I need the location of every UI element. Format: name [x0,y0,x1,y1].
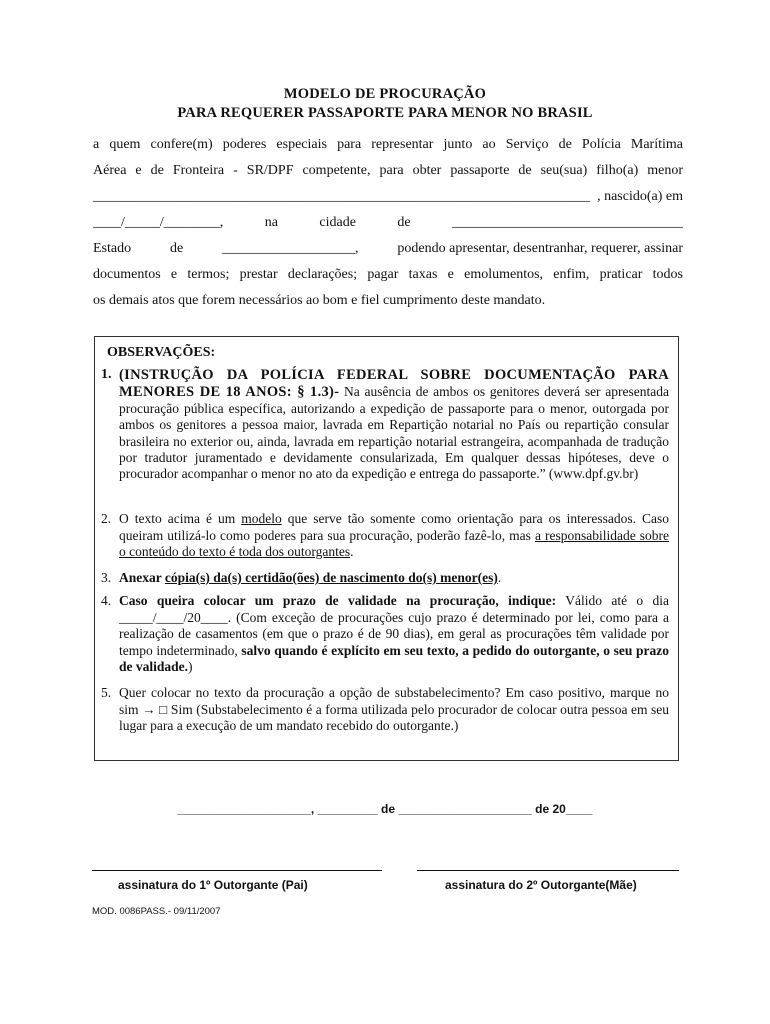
word-de: de [169,241,184,256]
item3-bold: Anexar [119,570,165,585]
item2-text-b: que serve tão somente como orientação para os interessados. Caso queiram utilizá-lo como poderes para sua procuração, poderão fazê-lo, mas [119,511,669,543]
item4-bold-text: salvo quando é explícito em seu texto, a pedido do outorgante, o seu prazo de validade. [119,642,670,674]
document-title: MODELO DE PROCURAÇÃO [283,86,487,102]
word-estado: Estado [93,241,132,256]
observations-title: OBSERVAÇÕES: [107,345,216,360]
item2-underline-modelo: modelo [241,511,282,526]
word-na: na [264,215,278,230]
intro-line-6: documentos e termos; prestar declarações; pagar taxas e emolumentos, enfim, praticar todos [93,267,683,282]
word-de: de [397,215,411,230]
intro-paragraph [93,132,683,314]
document-subtitle: PARA REQUERER PASSAPORTE PARA MENOR NO BRASIL [177,105,593,121]
item5-text: Quer colocar no texto da procuração a opção de substabelecimento? Em caso positivo, marque no sim → □ Sim (Substabelecimento é a forma utilizada pelo procurador de colocar outra pessoa em seu lugar para a execução de um mandato recebido do outorgante.) [119,685,669,733]
item3-end: . [497,570,502,585]
intro-line-5 [93,236,683,262]
item2-underline-responsibility: a responsabilidade sobre o conteúdo do texto é toda dos outorgantes [119,527,669,559]
item-number: 1. [101,367,112,382]
intro-line-4 [93,210,683,236]
state-blank[interactable]: ___________________, [222,241,359,256]
observation-item-3 [101,570,669,587]
item-number: 4. [101,593,112,608]
signature-label-mother: assinatura do 2º Outorgante(Mãe) [445,878,637,892]
item2-text-a: O texto acima é um [119,511,242,526]
intro-line-3 [93,184,683,210]
item1-text: Na ausência de ambos os genitores deverá ser apresentada procuração pública específica, autorizando a expedição de passaporte para o menor, outorgada por ambos os genitores a pessoa maior, lavrada em Repartição notarial no País ou repartição consular brasileira no exterior ou, ainda, lavrada em repartição notarial estrangeira, acompanhada de tradução por tradutor juramentado e devidamente consularizada, Em qualquer dessas hipóteses, deve o procurador acompanhar o menor no ato da expedição e entrega do passaporte.” (www.dpf.gv.br) [119,384,669,482]
place-date-line[interactable]: ____________________, _________ de ____________________ de 20____ [177,802,593,816]
observation-item-1 [101,367,669,482]
intro-line-2: Aérea e de Fronteira - SR/DPF competente, para obter passaporte de seu(sua) filho(a) menor [93,163,683,178]
observation-item-4 [101,593,669,676]
intro-line-7: os demais atos que forem necessários ao bom e fiel cumprimento deste mandato. [93,293,546,308]
item2-text-c: . [350,544,354,559]
intro-line-5-rest: podendo apresentar, desentranhar, requerer, assinar [397,241,683,256]
item1-heading: (INSTRUÇÃO DA POLÍCIA FEDERAL SOBRE DOCUMENTAÇÃO PARA MENORES DE 18 ANOS: § 1.3)- [119,367,669,400]
city-blank[interactable]: _________________________________ [452,215,683,230]
item3-underline: cópia(s) da(s) certidão(ões) de nascimento do(s) menor(es) [164,570,498,585]
observations-box [94,336,679,761]
signature-label-father: assinatura do 1º Outorgante (Pai) [118,878,308,892]
birth-date-blank[interactable]: ____/_____/________, [93,215,224,230]
item4-end: ) [188,659,193,674]
word-cidade: cidade [319,215,356,230]
observation-item-2 [101,511,669,561]
intro-line-3-end: , nascido(a) em [597,189,683,204]
item-number: 2. [101,511,112,526]
item4-text: Válido até o dia _____/____/20____. (Com exceção de procurações cujo prazo é determinado por lei, como para a realização de casamentos (em que o prazo é de 90 dias), em geral as procurações têm validade por tempo indeterminado, [119,593,669,658]
item4-bold-heading: Caso queira colocar um prazo de validade na procuração, indique: [119,593,557,608]
item-number: 5. [101,685,112,700]
child-name-blank[interactable]: _______________________________________________________________________ [93,189,590,204]
signature-line-2[interactable] [417,870,679,871]
intro-line-1: a quem confere(m) poderes especiais para representar junto ao Serviço de Polícia Marítima [93,137,683,152]
item-number: 3. [101,570,112,585]
observation-item-5 [101,685,669,735]
form-model-code: MOD. 0086PASS.- 09/11/2007 [92,906,221,917]
signature-line-1[interactable] [92,870,382,871]
